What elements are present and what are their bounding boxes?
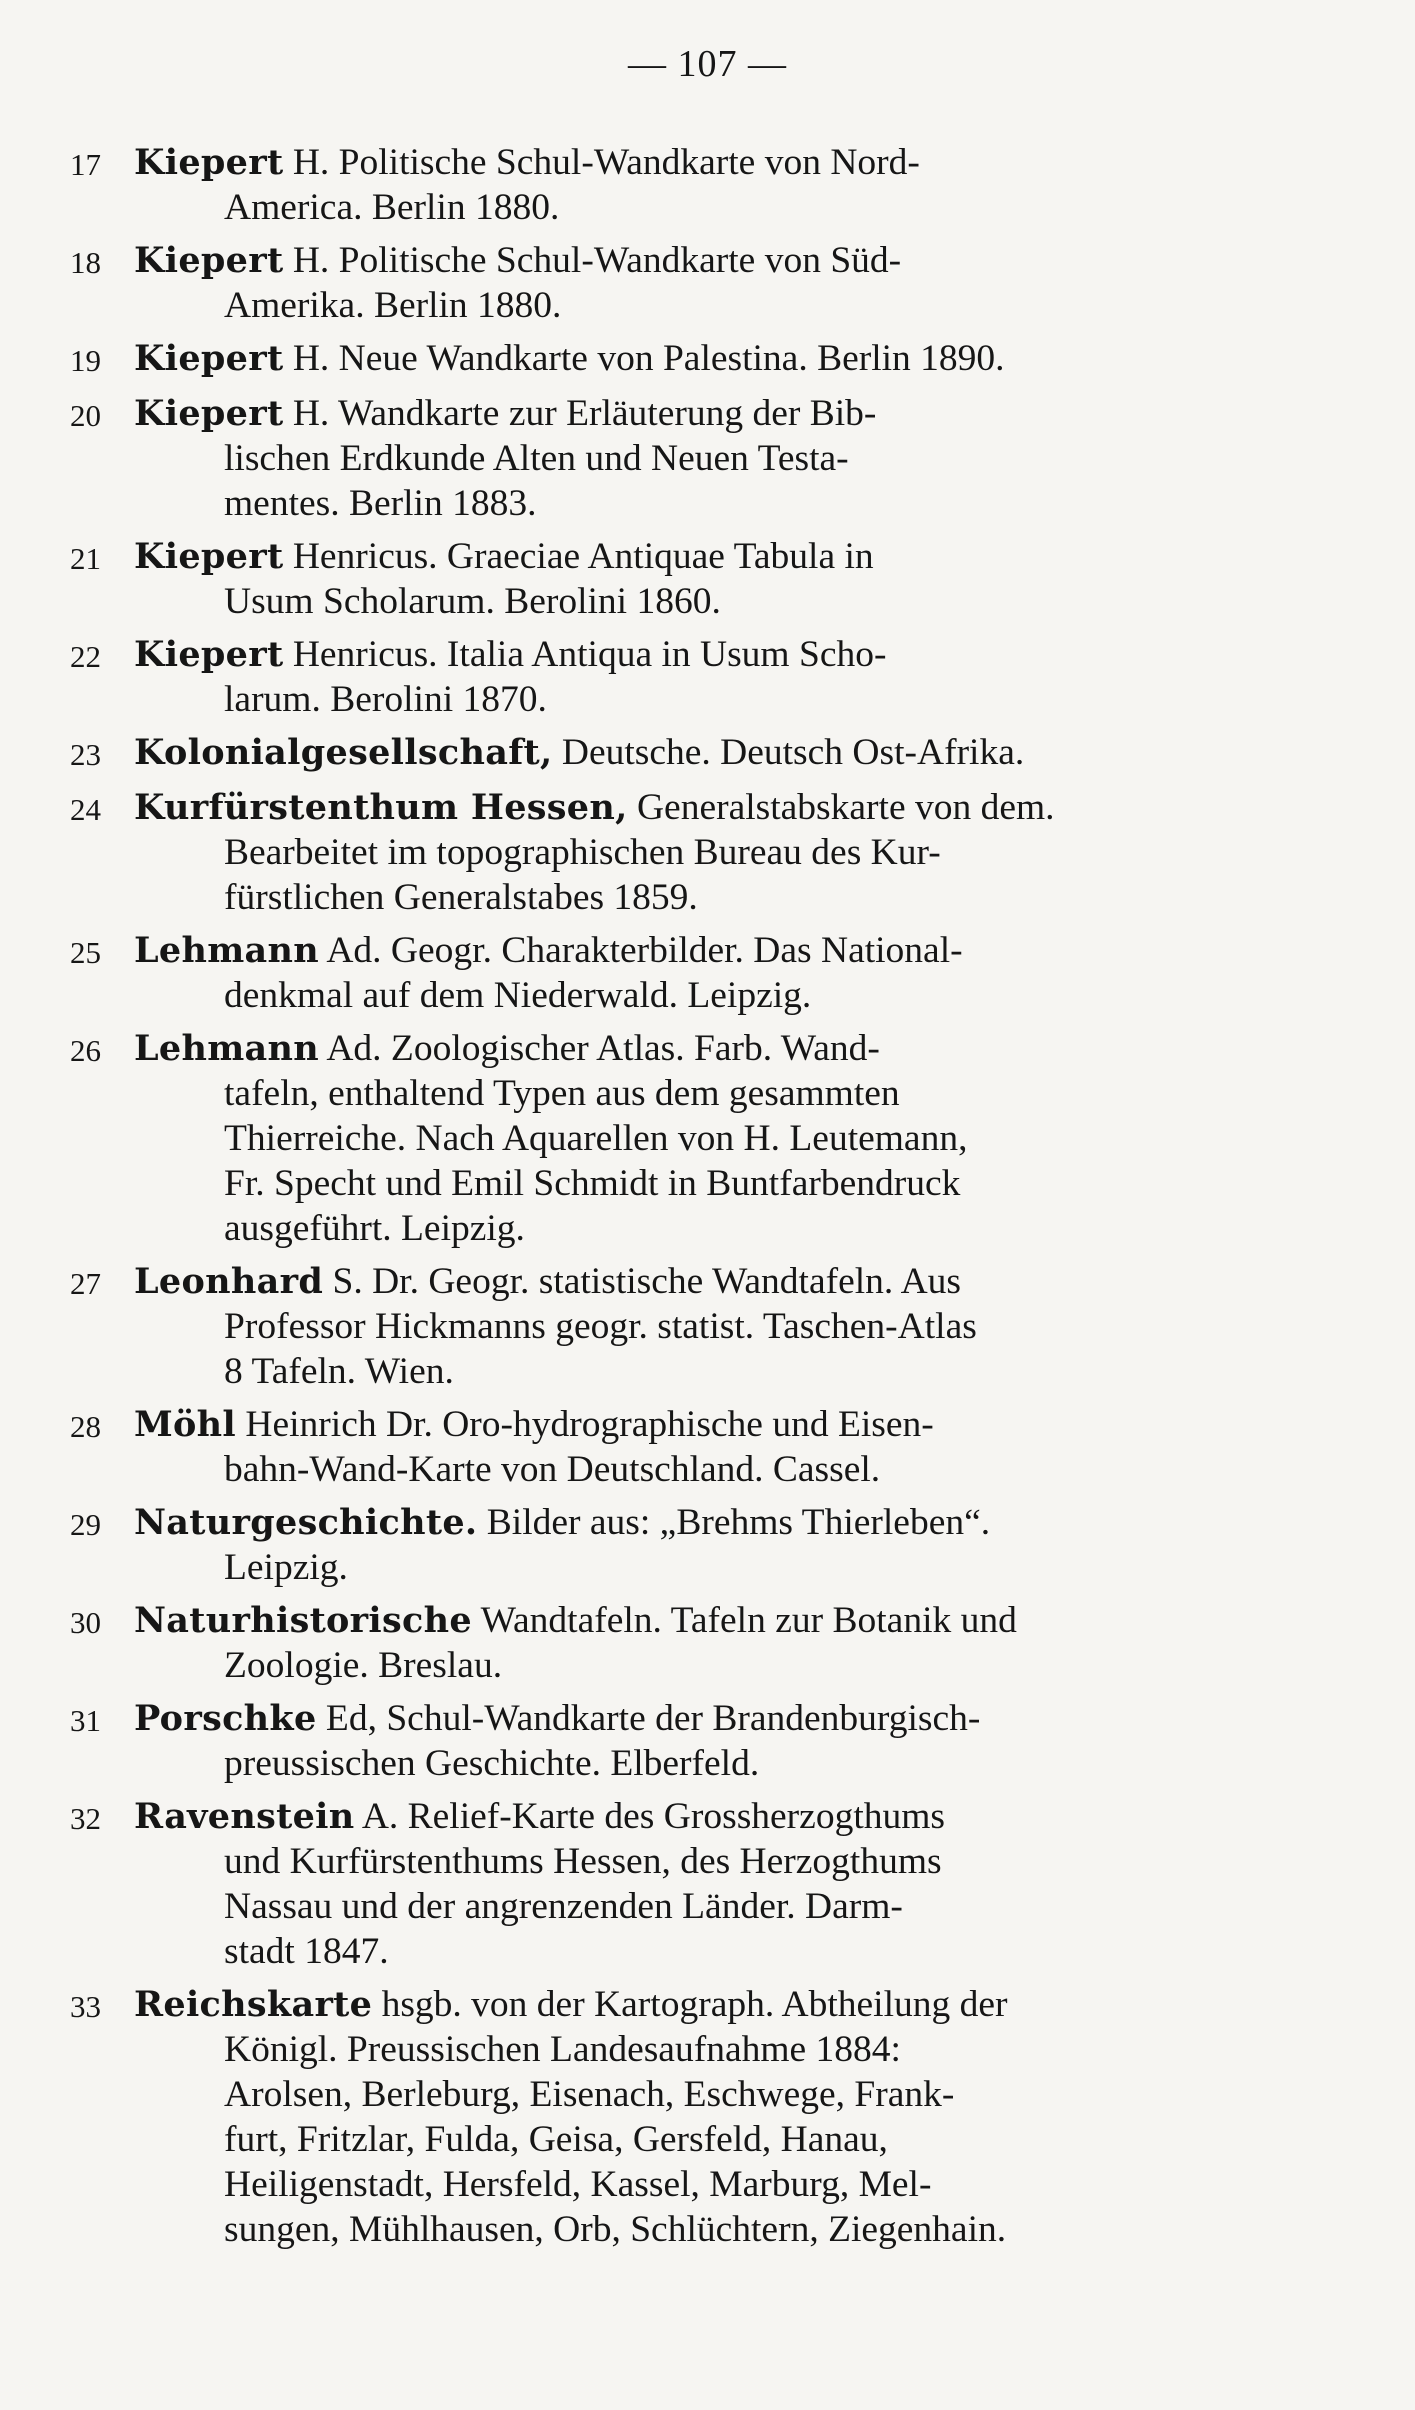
- entry-author: Lehmann: [134, 930, 320, 971]
- entry-first-line: [134, 1696, 1260, 1741]
- entry-text: [134, 632, 1260, 722]
- entry-title: H. Wandkarte zur Erläuterung der Bib-: [283, 393, 877, 434]
- entry-continuation-line: sungen, Mühlhausen, Orb, Schlüchtern, Ziegenhain.: [224, 2209, 1007, 2250]
- entry-title: Wandtafeln. Tafeln zur Botanik und: [471, 1600, 1017, 1641]
- entry-first-line: [134, 1026, 1260, 1071]
- entry-title: Henricus. Italia Antiqua in Usum Scho-: [283, 634, 887, 675]
- entry-number: 24: [70, 792, 101, 827]
- entry-continuation-line: lischen Erdkunde Alten und Neuen Testa-: [224, 438, 849, 479]
- entry-continuation-line: Thierreiche. Nach Aquarellen von H. Leutemann,: [224, 1118, 968, 1159]
- entry-title: S. Dr. Geogr. statistische Wandtafeln. Aus: [323, 1261, 961, 1302]
- entry-author: Naturhistorische: [134, 1600, 472, 1641]
- entry-title: Generalstabskarte von dem.: [627, 787, 1055, 828]
- entry-number: 28: [70, 1409, 101, 1444]
- list-item: [70, 1402, 1260, 1492]
- entry-number: 23: [70, 737, 101, 772]
- entry-number: 20: [70, 398, 101, 433]
- entry-continuation-line: Königl. Preussischen Landesaufnahme 1884:: [224, 2029, 901, 2070]
- entry-continuation-line: Usum Scholarum. Berolini 1860.: [224, 581, 721, 622]
- entry-author: Naturgeschichte.: [134, 1502, 478, 1543]
- entry-continuation-line: Heiligenstadt, Hersfeld, Kassel, Marburg, Mel-: [224, 2164, 932, 2205]
- entry-continuation-line: ausgeführt. Leipzig.: [224, 1208, 525, 1249]
- list-item: [70, 1794, 1260, 1974]
- entry-number: 30: [70, 1605, 101, 1640]
- entry-continuation-line: und Kurfürstenthums Hessen, des Herzogthums: [224, 1841, 942, 1882]
- entry-continuation-line: bahn-Wand-Karte von Deutschland. Cassel.: [224, 1449, 881, 1490]
- entry-number: 18: [70, 245, 101, 280]
- entry-text: [134, 785, 1260, 920]
- entry-author: Kiepert: [134, 338, 284, 379]
- entry-first-line: [134, 1500, 1260, 1545]
- entry-title: Ad. Geogr. Charakterbilder. Das National-: [319, 930, 963, 971]
- entry-title: H. Neue Wandkarte von Palestina. Berlin 1890.: [283, 338, 1005, 379]
- entry-continuation-line: Fr. Specht und Emil Schmidt in Buntfarbendruck: [224, 1163, 961, 1204]
- entry-continuation-line: preussischen Geschichte. Elberfeld.: [224, 1743, 760, 1784]
- entry-continuation-line: Leipzig.: [224, 1547, 348, 1588]
- entry-continuation-line: larum. Berolini 1870.: [224, 679, 547, 720]
- entry-continuation-line: America. Berlin 1880.: [224, 187, 560, 228]
- entry-text: [134, 1026, 1260, 1251]
- entry-title: H. Politische Schul-Wandkarte von Süd-: [283, 240, 902, 281]
- entry-text: [134, 1500, 1260, 1590]
- entry-continuation-line: stadt 1847.: [224, 1931, 389, 1972]
- entry-author: Ravenstein: [134, 1796, 355, 1837]
- entry-text: [134, 928, 1260, 1018]
- entry-continuation-line: furt, Fritzlar, Fulda, Geisa, Gersfeld, Hanau,: [224, 2119, 888, 2160]
- entry-continuation-line: tafeln, enthaltend Typen aus dem gesammten: [224, 1073, 900, 1114]
- entry-continuation-line: Bearbeitet im topographischen Bureau des Kur-: [224, 832, 941, 873]
- entry-text: [134, 1982, 1260, 2252]
- entry-author: Kiepert: [134, 634, 284, 675]
- entry-title: Bilder aus: „Brehms Thierleben“.: [477, 1502, 991, 1543]
- entry-continuation-line: Nassau und der angrenzenden Länder. Darm-: [224, 1886, 903, 1927]
- entry-list: [70, 140, 1260, 2260]
- entry-number: 19: [70, 343, 101, 378]
- entry-first-line: [134, 928, 1260, 973]
- entry-text: [134, 1259, 1260, 1394]
- entry-author: Kurfürstenthum Hessen,: [134, 787, 628, 828]
- entry-title: Ed, Schul-Wandkarte der Brandenburgisch-: [316, 1698, 981, 1739]
- entry-first-line: [134, 391, 1260, 436]
- entry-title: A. Relief-Karte des Grossherzogthums: [354, 1796, 945, 1837]
- entry-first-line: [134, 785, 1260, 830]
- entry-number: 25: [70, 935, 101, 970]
- entry-first-line: [134, 238, 1260, 283]
- page-number: — 107 —: [628, 43, 787, 85]
- entry-continuation-line: Amerika. Berlin 1880.: [224, 285, 562, 326]
- list-item: [70, 632, 1260, 722]
- entry-author: Reichskarte: [134, 1984, 373, 2025]
- entry-first-line: [134, 1598, 1260, 1643]
- list-item: [70, 1696, 1260, 1786]
- entry-author: Kiepert: [134, 393, 284, 434]
- entry-number: 32: [70, 1801, 101, 1836]
- list-item: [70, 1500, 1260, 1590]
- entry-first-line: [134, 1794, 1260, 1839]
- entry-text: [134, 1794, 1260, 1974]
- entry-first-line: [134, 140, 1260, 185]
- list-item: [70, 391, 1260, 526]
- entry-author: Lehmann: [134, 1028, 320, 1069]
- entry-title: Deutsche. Deutsch Ost-Afrika.: [552, 732, 1025, 773]
- entry-continuation-line: Arolsen, Berleburg, Eisenach, Eschwege, Frank-: [224, 2074, 955, 2115]
- entry-number: 29: [70, 1507, 101, 1542]
- list-item: [70, 785, 1260, 920]
- entry-first-line: [134, 730, 1260, 775]
- entry-title: Ad. Zoologischer Atlas. Farb. Wand-: [319, 1028, 880, 1069]
- entry-text: [134, 238, 1260, 328]
- entry-author: Möhl: [134, 1404, 237, 1445]
- entry-text: [134, 1402, 1260, 1492]
- entry-number: 33: [70, 1989, 101, 2024]
- entry-number: 17: [70, 147, 101, 182]
- list-item: [70, 336, 1260, 383]
- list-item: [70, 928, 1260, 1018]
- entry-title: Henricus. Graeciae Antiquae Tabula in: [283, 536, 874, 577]
- entry-text: [134, 336, 1260, 381]
- entry-first-line: [134, 1259, 1260, 1304]
- entry-number: 27: [70, 1266, 101, 1301]
- entry-text: [134, 534, 1260, 624]
- entry-continuation-line: fürstlichen Generalstabes 1859.: [224, 877, 698, 918]
- entry-number: 31: [70, 1703, 101, 1738]
- entry-first-line: [134, 632, 1260, 677]
- entry-text: [134, 140, 1260, 230]
- entry-first-line: [134, 1982, 1260, 2027]
- list-item: [70, 238, 1260, 328]
- entry-text: [134, 1598, 1260, 1688]
- entry-continuation-line: Professor Hickmanns geogr. statist. Taschen-Atlas: [224, 1306, 977, 1347]
- entry-title: Heinrich Dr. Oro-hydrographische und Eisen-: [236, 1404, 934, 1445]
- entry-title: hsgb. von der Kartograph. Abtheilung der: [372, 1984, 1008, 2025]
- entry-author: Kolonialgesellschaft,: [134, 732, 553, 773]
- entry-text: [134, 730, 1260, 775]
- list-item: [70, 140, 1260, 230]
- list-item: [70, 1026, 1260, 1251]
- entry-first-line: [134, 336, 1260, 381]
- entry-number: 26: [70, 1033, 101, 1068]
- entry-continuation-line: 8 Tafeln. Wien.: [224, 1351, 454, 1392]
- list-item: [70, 534, 1260, 624]
- entry-first-line: [134, 534, 1260, 579]
- entry-first-line: [134, 1402, 1260, 1447]
- entry-author: Kiepert: [134, 142, 284, 183]
- entry-text: [134, 391, 1260, 526]
- entry-author: Leonhard: [134, 1261, 324, 1302]
- list-item: [70, 730, 1260, 777]
- entry-author: Kiepert: [134, 240, 284, 281]
- list-item: [70, 1598, 1260, 1688]
- list-item: [70, 1259, 1260, 1394]
- entry-number: 21: [70, 541, 101, 576]
- entry-text: [134, 1696, 1260, 1786]
- entry-title: H. Politische Schul-Wandkarte von Nord-: [283, 142, 920, 183]
- entry-author: Kiepert: [134, 536, 284, 577]
- entry-number: 22: [70, 639, 101, 674]
- entry-continuation-line: mentes. Berlin 1883.: [224, 483, 537, 524]
- entry-continuation-line: Zoologie. Breslau.: [224, 1645, 503, 1686]
- list-item: [70, 1982, 1260, 2252]
- entry-author: Porschke: [134, 1698, 317, 1739]
- entry-continuation-line: denkmal auf dem Niederwald. Leipzig.: [224, 975, 812, 1016]
